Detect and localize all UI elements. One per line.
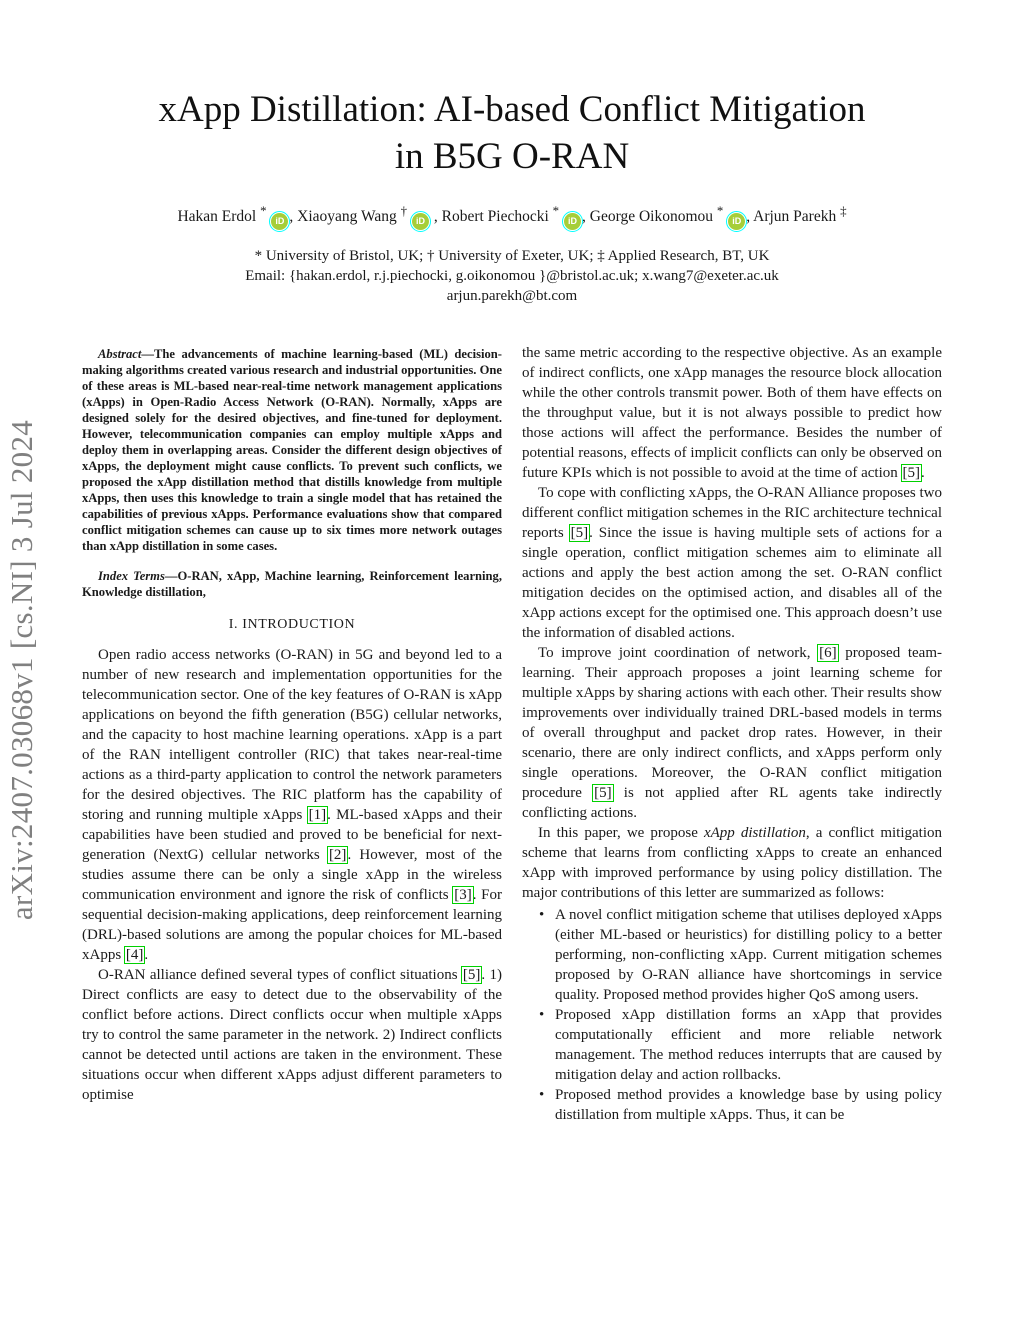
citation-link[interactable]: [5]: [902, 465, 921, 481]
orcid-icon[interactable]: iD: [728, 213, 745, 230]
text-run: . ML-based xApps and their capabilities have been studied and proved to be beneficial for next-generation (NextG) cellular networks: [82, 807, 503, 863]
text-run: , a conflict mitigation scheme that learns from conflicting xApps to create an enhanced xApp with improved performance by using policy distillation. The major contributions of this letter are summarized as follows:: [522, 825, 942, 901]
list-item-text: A novel conflict mitigation scheme that utilises deployed xApps (either ML-based or heuristics) for distilling policy to a better performing, non-conflicting xApp. Current mitigation schemes proposed by O-RAN alliance have shortcomings in service quality. Proposed method provides higher QoS among users.: [555, 907, 942, 1003]
text-run: In this paper, we propose: [538, 825, 704, 841]
text-run: To improve joint coordination of network,: [538, 645, 819, 661]
author-list: Hakan Erdol * iD , Xiaoyang Wang † iD , Robert Piechocki * iD , George Oikonomou * iD , Arjun Parekh ‡: [40, 200, 984, 230]
paragraph: [82, 965, 502, 1105]
arxiv-identifier: arXiv:2407.03068v1 [cs.NI] 3 Jul 2024: [4, 419, 39, 921]
author-mark: *: [260, 203, 267, 218]
paragraph: [522, 643, 942, 823]
text-run: . Since the issue is having multiple sets of actions for a single operation, conflict mitigation schemes aim to eliminate all actions and apply the best action among the set. O-RAN conflict mitigation decides on the optimised action, and disables all of the xApp actions except for the optimised one. This approach doesn’t use the information of disabled actions.: [522, 525, 943, 641]
text-run: . 1) Direct conflicts are easy to detect due to the observability of the conflict before actions. Direct conflicts occur when multiple xApps try to control the same parameter in the network. 2) Indirect conflicts cannot be detected until actions are taken in the environment. These situations occur when different xApps adjust different parameters to optimise: [82, 967, 502, 1103]
author-mark: †: [400, 203, 408, 218]
text-run: . For sequential decision-making applications, deep reinforcement learning (DRL)-based solutions are among the popular choices for ML-based xApps: [82, 887, 503, 963]
author-name: Arjun Parekh: [753, 208, 837, 226]
citation-link[interactable]: [5]: [594, 785, 612, 801]
author-mark: *: [716, 203, 724, 218]
list-item: [522, 1085, 942, 1125]
paper-title: xApp Distillation: AI-based Conflict Mitigation in B5G O-RAN: [158, 89, 866, 177]
citation-link[interactable]: [1]: [308, 807, 327, 823]
orcid-icon[interactable]: iD: [564, 213, 581, 230]
emphasis-text: xApp distillation: [703, 825, 806, 841]
text-run: Open radio access networks (O-RAN) in 5G and beyond led to a number of new research and implementation opportunities for the telecommunication sector. One of the key features of O-RAN is xApp applications on beyond the fifth generation (B5G) cellular networks, and the capacity to host machine learning operations. xApp is a part of the RAN intelligent controller (RIC) that takes near-real-time actions as a third-party application to control the network parameters for the desired objectives. The RIC platform has the capability of storing and running multiple xApps: [82, 647, 502, 823]
text-run: To cope with conflicting xApps, the O-RAN Alliance proposes two different conflict mitigation schemes in the RIC architecture technical reports: [522, 485, 942, 541]
index-terms-label: Index Terms: [98, 569, 165, 583]
citation-link[interactable]: [3]: [454, 887, 472, 903]
paragraph: [522, 823, 942, 903]
paragraph: [522, 343, 942, 483]
text-run: proposed team-learning. Their approach proposes a joint learning scheme for multiple xApps by sharing actions with each other. Their results show improvements over individually trained DRL-based models in terms of overall throughput and packet drop rates. However, in their scenario, there are only indirect conflicts, and xApps perform only single operations. Moreover, the O-RAN conflict mitigation procedure: [522, 645, 942, 801]
orcid-icon[interactable]: iD: [412, 213, 429, 230]
paragraph: [82, 645, 502, 965]
paragraph: [522, 483, 942, 643]
list-item: [522, 1005, 942, 1085]
right-column: [522, 343, 942, 1125]
list-item-text: Proposed xApp distillation forms an xApp that provides computationally efficient and more reliable network management. The method reduces interrupts that are caused by mitigation delay and action rollbacks.: [555, 1007, 942, 1083]
author-name: Hakan Erdol: [177, 208, 257, 226]
list-item-text: Proposed method provides a knowledge base by using policy distillation from multiple xApps. Thus, it can be: [555, 1087, 942, 1123]
abstract-text: —The advancements of machine learning-based (ML) decision-making algorithms created various research and industrial opportunities. One of these areas is ML-based near-real-time network management applications (xApps) in Open-Radio Access Network (O-RAN). Normally, xApps are designed solely for the desired objectives, and fine-tuned for deployment. However, telecommunication companies can employ multiple xApps and deploy them in overlapping areas. Consider the different design objectives of xApps, the deployment might cause conflicts. To prevent such conflicts, we proposed the xApp distillation method that distills knowledge from multiple xApps, then uses this knowledge to train a single model that has retained the capabilities of previous xApps. Performance evaluations show that compared conflict mitigation schemes can cause up to six times more network outages than xApp distillation in some cases.: [82, 347, 502, 553]
text-run: . However, most of the studies assume there can be only a single xApp in the wireless communication environment and ignore the risk of conflicts: [82, 847, 502, 903]
text-run: .: [921, 465, 925, 481]
citation-link[interactable]: [6]: [819, 645, 837, 661]
index-terms: [82, 568, 502, 600]
bullet-icon: •: [539, 1007, 545, 1023]
abstract: [82, 346, 502, 554]
citation-link[interactable]: [4]: [125, 947, 144, 963]
email-line: arjun.parekh@bt.com: [446, 288, 578, 304]
author-mark: ‡: [840, 203, 847, 218]
citation-link[interactable]: [5]: [570, 525, 589, 541]
left-column: [82, 346, 502, 1105]
list-item: [522, 905, 942, 1005]
abstract-label: Abstract: [98, 347, 142, 361]
author-name: George Oikonomou: [589, 208, 714, 226]
bullet-icon: •: [539, 907, 545, 923]
citation-link[interactable]: [2]: [328, 847, 347, 863]
contributions-list: [522, 905, 942, 1125]
index-terms-text: —O-RAN, xApp, Machine learning, Reinforcement learning, Knowledge distillation,: [82, 569, 503, 599]
bullet-icon: •: [539, 1087, 545, 1103]
text-run: O-RAN alliance defined several types of conflict situations: [98, 967, 462, 983]
affiliation-line: * University of Bristol, UK; † University of Exeter, UK; ‡ Applied Research, BT, UK: [254, 248, 770, 264]
text-run: .: [144, 947, 149, 963]
citation-link[interactable]: [5]: [462, 967, 481, 983]
orcid-icon[interactable]: iD: [271, 213, 288, 230]
author-mark: *: [552, 203, 560, 218]
arxiv-stamp: [2, 380, 42, 960]
author-name: Robert Piechocki: [441, 208, 549, 226]
text-run: is not applied after RL agents take indirectly conflicting actions.: [522, 785, 942, 821]
author-name: Xiaoyang Wang: [297, 208, 397, 226]
section-heading: I. INTRODUCTION: [228, 617, 356, 632]
affiliations: [40, 246, 984, 306]
email-line: Email: {hakan.erdol, r.j.piechocki, g.oikonomou }@bristol.ac.uk; x.wang7@exeter.ac.uk: [245, 268, 779, 284]
text-run: the same metric according to the respective objective. As an example of indirect conflicts, one xApp manages the resource block allocation while the other controls transmit power. Both of them have effects on the throughput value, but it is not always possible to predict how those actions will affect the performance. Besides the number of potential reasons, effects of implicit conflicts can only be observed on future KPIs which is not possible to avoid at the time of action: [522, 345, 943, 481]
